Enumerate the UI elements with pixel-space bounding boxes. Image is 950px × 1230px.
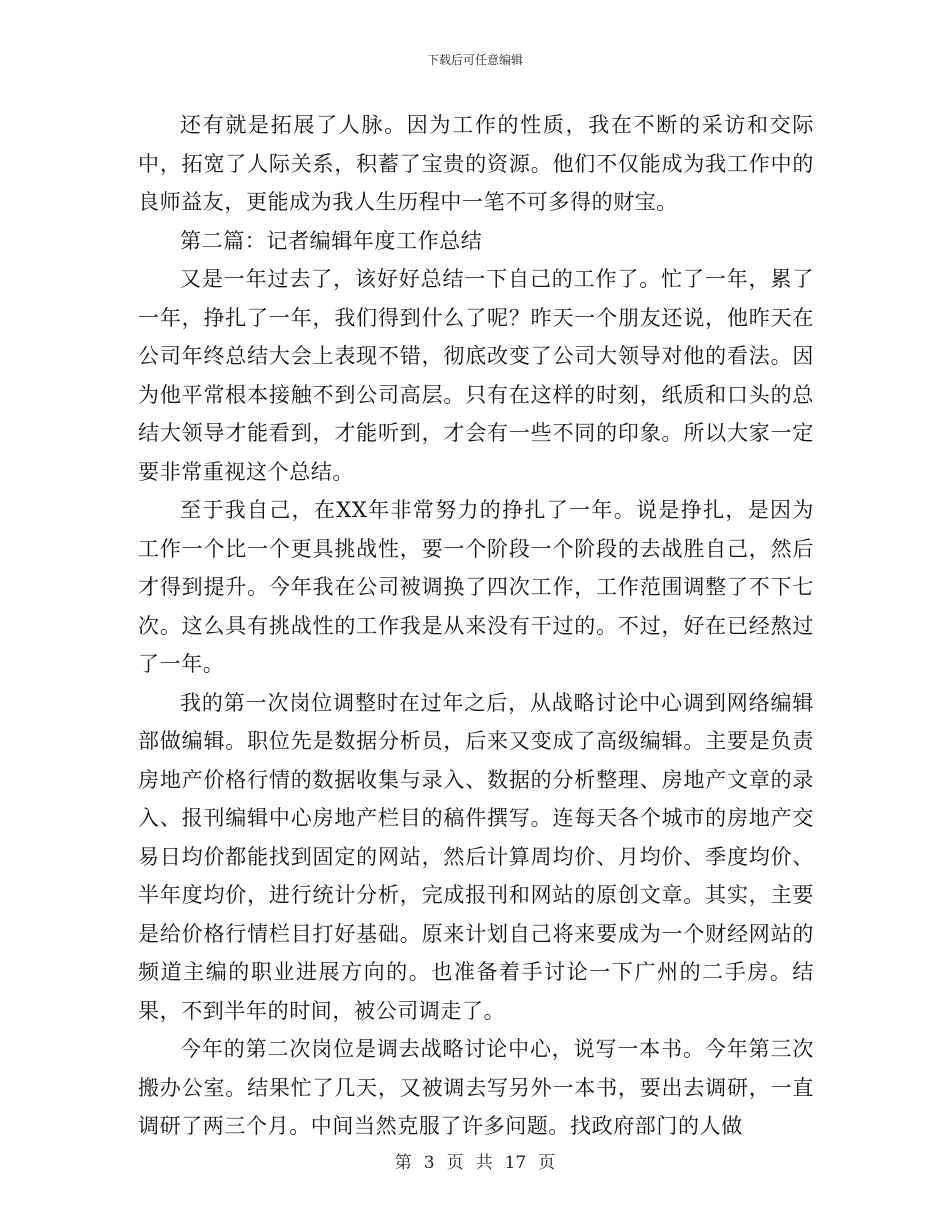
paragraph: 又是一年过去了，该好好总结一下自己的工作了。忙了一年，累了一年，挣扎了一年，我们得到什么了呢？昨天一个朋友还说，他昨天在公司年终总结大会上表现不错，彻底改变了公司大领导对他的看法。因为他平常根本接触不到公司高层。只有在这样的时刻，纸质和口头的总结大领导才能看到，才能听到，才会有一些不同的印象。所以大家一定要非常重视这个总结。 [138, 267, 814, 484]
page-header: 下载后可任意编辑 [426, 53, 523, 67]
paragraph: 还有就是拓展了人脉。因为工作的性质，我在不断的采访和交际中，拓宽了人际关系，积蓄了宝贵的资源。他们不仅能成为我工作中的良师益友，更能成为我人生历程中一笔不可多得的财宝。 [138, 113, 814, 214]
paragraph: 我的第一次岗位调整时在过年之后，从战略讨论中心调到网络编辑部做编辑。职位先是数据分析员，后来又变成了高级编辑。主要是负责房地产价格行情的数据收集与录入、数据的分析整理、房地产文章的录入、报刊编辑中心房地产栏目的稿件撰写。连每天各个城市的房地产交易日均价都能找到固定的网站，然后计算周均价、月均价、季度均价、半年度均价，进行统计分析，完成报刊和网站的原创文章。其实，主要是给价格行情栏目打好基础。原来计划自己将来要成为一个财经网站的频道主编的职业进展方向的。也准备着手讨论一下广州的二手房。结果，不到半年的时间，被公司调走了。 [138, 690, 814, 1023]
page-footer [0, 1152, 950, 1174]
paragraph: 今年的第二次岗位是调去战略讨论中心，说写一本书。今年第三次搬办公室。结果忙了几天，又被调去写另外一本书，要出去调研，一直调研了两三个月。中间当然克服了许多问题。找政府部门的人做 [138, 1037, 814, 1138]
paragraph: 至于我自己，在XX年非常努力的挣扎了一年。说是挣扎，是因为工作一个比一个更具挑战性，要一个阶段一个阶段的去战胜自己，然后才得到提升。今年我在公司被调换了四次工作，工作范围调整了不下七次。这么具有挑战性的工作我是从来没有干过的。不过，好在已经熬过了一年。 [138, 498, 814, 676]
page-total: 17 [504, 1153, 527, 1173]
page-label-suffix: 页 [538, 1153, 556, 1173]
page-label-middle: 页 [446, 1153, 464, 1173]
page-label-prefix: 第 [394, 1153, 412, 1173]
section-heading: 第二篇：记者编辑年度工作总结 [180, 228, 483, 253]
document-body [138, 106, 814, 1146]
page-total-prefix: 共 [475, 1153, 493, 1173]
page-current: 3 [423, 1153, 435, 1173]
